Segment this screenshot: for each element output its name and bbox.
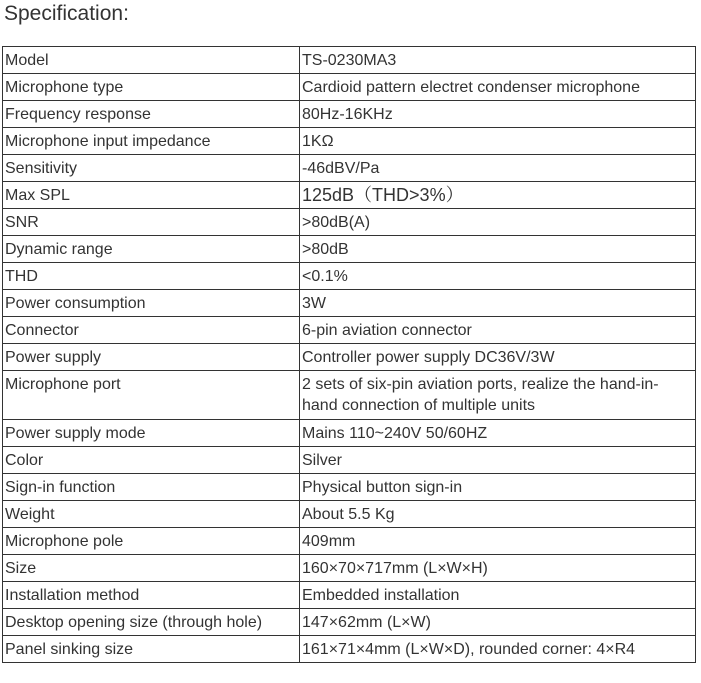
spec-value: 161×71×4mm (L×W×D), rounded corner: 4×R4 xyxy=(300,636,696,663)
spec-label: Microphone input impedance xyxy=(3,128,300,155)
spec-value: Cardioid pattern electret condenser microphone xyxy=(300,74,696,101)
table-row xyxy=(3,474,696,501)
table-row xyxy=(3,290,696,317)
spec-value: 160×70×717mm (L×W×H) xyxy=(300,555,696,582)
spec-label: Weight xyxy=(3,501,300,528)
spec-value: >80dB(A) xyxy=(300,209,696,236)
spec-label: Power consumption xyxy=(3,290,300,317)
spec-value: About 5.5 Kg xyxy=(300,501,696,528)
spec-label: Microphone pole xyxy=(3,528,300,555)
spec-label: Power supply xyxy=(3,344,300,371)
table-row xyxy=(3,420,696,447)
table-row xyxy=(3,74,696,101)
spec-label: Panel sinking size xyxy=(3,636,300,663)
spec-label: Power supply mode xyxy=(3,420,300,447)
spec-value: TS-0230MA3 xyxy=(300,47,696,74)
spec-label: Max SPL xyxy=(3,182,300,209)
spec-label: Microphone type xyxy=(3,74,300,101)
table-row xyxy=(3,582,696,609)
table-row xyxy=(3,155,696,182)
spec-label: Size xyxy=(3,555,300,582)
spec-value: 1KΩ xyxy=(300,128,696,155)
table-row xyxy=(3,209,696,236)
table-row xyxy=(3,317,696,344)
spec-value: >80dB xyxy=(300,236,696,263)
table-row xyxy=(3,447,696,474)
spec-label: Dynamic range xyxy=(3,236,300,263)
specification-table xyxy=(2,46,696,663)
spec-value: 409mm xyxy=(300,528,696,555)
table-row xyxy=(3,101,696,128)
table-row xyxy=(3,501,696,528)
spec-value: 80Hz-16KHz xyxy=(300,101,696,128)
table-row xyxy=(3,128,696,155)
spec-value: 6-pin aviation connector xyxy=(300,317,696,344)
spec-value: -46dBV/Pa xyxy=(300,155,696,182)
spec-label: Sign-in function xyxy=(3,474,300,501)
spec-label: Microphone port xyxy=(3,371,300,420)
spec-value: Mains 110~240V 50/60HZ xyxy=(300,420,696,447)
table-row xyxy=(3,182,696,209)
spec-label: THD xyxy=(3,263,300,290)
spec-value: 3W xyxy=(300,290,696,317)
spec-value: 125dB（THD>3%） xyxy=(300,182,696,209)
spec-value: 2 sets of six-pin aviation ports, realize the hand-in-hand connection of multiple units xyxy=(300,371,696,420)
spec-label: Connector xyxy=(3,317,300,344)
spec-value: Silver xyxy=(300,447,696,474)
spec-value: <0.1% xyxy=(300,263,696,290)
table-row xyxy=(3,528,696,555)
table-row xyxy=(3,636,696,663)
table-row xyxy=(3,47,696,74)
table-row xyxy=(3,263,696,290)
table-row xyxy=(3,555,696,582)
spec-label: Model xyxy=(3,47,300,74)
spec-label: Desktop opening size (through hole) xyxy=(3,609,300,636)
spec-label: SNR xyxy=(3,209,300,236)
table-row xyxy=(3,236,696,263)
table-row xyxy=(3,609,696,636)
spec-value: Embedded installation xyxy=(300,582,696,609)
spec-label: Color xyxy=(3,447,300,474)
spec-value: Physical button sign-in xyxy=(300,474,696,501)
table-row xyxy=(3,371,696,420)
page-title: Specification: xyxy=(4,2,129,25)
spec-label: Installation method xyxy=(3,582,300,609)
spec-label: Frequency response xyxy=(3,101,300,128)
spec-value: Controller power supply DC36V/3W xyxy=(300,344,696,371)
spec-label: Sensitivity xyxy=(3,155,300,182)
spec-value: 147×62mm (L×W) xyxy=(300,609,696,636)
table-row xyxy=(3,344,696,371)
